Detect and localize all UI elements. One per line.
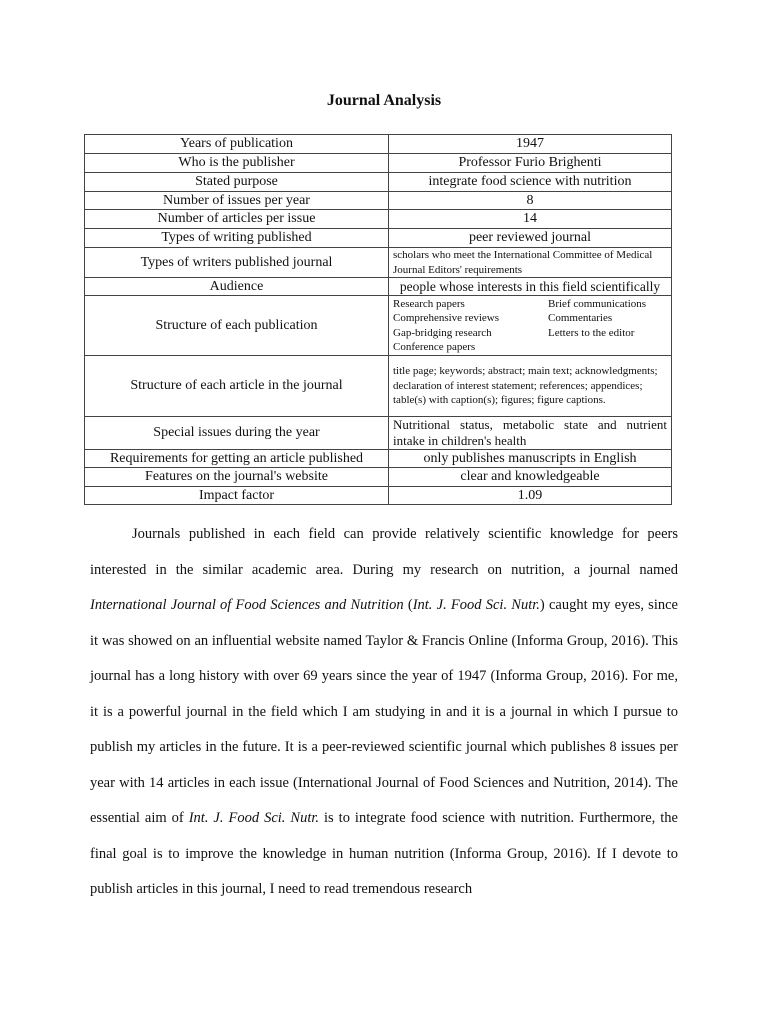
row-label: Who is the publisher xyxy=(85,154,389,173)
body-text-segment: ) caught my eyes, since it was showed on an influential website named Taylor & Francis Online (Informa Group, 2016). This journal has a long history with over 69 years since the year of 1947 (Informa Group, 2016). For me, it is a powerful journal in the field which I am studying in and it is a journal in which I pursue to publish my articles in the future. It is a peer-reviewed scientific journal which publishes 8 issues per year with 14 articles in each issue (International Journal of Food Sciences and Nutrition, 2014). The essential aim of xyxy=(90,597,678,826)
row-label: Impact factor xyxy=(85,487,389,505)
table-row xyxy=(85,173,672,192)
row-value: Nutritional status, metabolic state and nutrient intake in children's health xyxy=(389,417,672,450)
row-value: title page; keywords; abstract; main text; acknowledgments; declaration of interest statement; references; appendices; table(s) with caption(s); figures; figure captions. xyxy=(389,356,672,417)
row-label: Requirements for getting an article published xyxy=(85,450,389,468)
row-value: integrate food science with nutrition xyxy=(389,173,672,192)
row-label: Number of articles per issue xyxy=(85,210,389,229)
list-item: Commentaries xyxy=(548,312,613,324)
journal-abbreviation-italic: Int. J. Food Sci. Nutr. xyxy=(188,810,320,826)
row-value: 14 xyxy=(389,210,672,229)
row-value: peer reviewed journal xyxy=(389,229,672,248)
publication-structure-list xyxy=(389,296,672,356)
list-item: Letters to the editor xyxy=(548,326,635,339)
body-text-segment: Journals published in each field can provide relatively scientific knowledge for peers interested in the similar academic area. During my research on nutrition, a journal named xyxy=(90,526,678,578)
row-label: Features on the journal's website xyxy=(85,468,389,487)
table-row xyxy=(85,356,672,417)
row-value: Professor Furio Brighenti xyxy=(389,154,672,173)
list-item: Brief communications xyxy=(548,297,647,310)
row-label: Stated purpose xyxy=(85,173,389,192)
body-paragraph xyxy=(90,517,678,908)
row-label: Audience xyxy=(85,278,389,296)
row-value: only publishes manuscripts in English xyxy=(389,450,672,468)
row-value: 8 xyxy=(389,192,672,210)
row-label: Number of issues per year xyxy=(85,192,389,210)
row-label: Special issues during the year xyxy=(85,417,389,450)
table-row xyxy=(85,278,672,296)
body-text-segment: is to integrate food science with nutrition. Furthermore, the final goal is to improve the knowledge in human nutrition (Informa Group, 2016). If I devote to publish articles in this journal, I need to read tremendous research xyxy=(90,810,678,897)
row-value: 1.09 xyxy=(389,487,672,505)
document-title: Journal Analysis xyxy=(326,92,442,109)
body-text-segment: ( xyxy=(403,597,413,613)
row-label: Types of writers published journal xyxy=(85,248,389,278)
table-row xyxy=(85,154,672,173)
table-row xyxy=(85,229,672,248)
row-value: people whose interests in this field scientifically xyxy=(389,278,672,296)
list-item: Gap-bridging research xyxy=(393,326,492,339)
table-row xyxy=(85,487,672,505)
table-row xyxy=(85,417,672,450)
table-row xyxy=(85,192,672,210)
table-row xyxy=(85,450,672,468)
journal-analysis-table xyxy=(84,134,672,505)
body-paragraph-block xyxy=(90,517,678,908)
list-item: Conference papers xyxy=(393,341,476,353)
table-row xyxy=(85,135,672,154)
row-label: Years of publication xyxy=(85,135,389,154)
row-label: Structure of each publication xyxy=(85,296,389,356)
row-value: scholars who meet the International Committee of Medical Journal Editors' requirements xyxy=(389,248,672,278)
table-row xyxy=(85,468,672,487)
list-item: Research papers xyxy=(393,297,465,310)
journal-abbreviation-italic: Int. J. Food Sci. Nutr. xyxy=(412,597,540,613)
row-label: Structure of each article in the journal xyxy=(85,356,389,417)
table-row xyxy=(85,248,672,278)
row-value: 1947 xyxy=(389,135,672,154)
table-row xyxy=(85,210,672,229)
journal-title-italic: International Journal of Food Sciences and Nutrition xyxy=(90,597,404,613)
row-label: Types of writing published xyxy=(85,229,389,248)
row-value: clear and knowledgeable xyxy=(389,468,672,487)
list-item: Comprehensive reviews xyxy=(393,312,499,324)
table-row xyxy=(85,296,672,356)
